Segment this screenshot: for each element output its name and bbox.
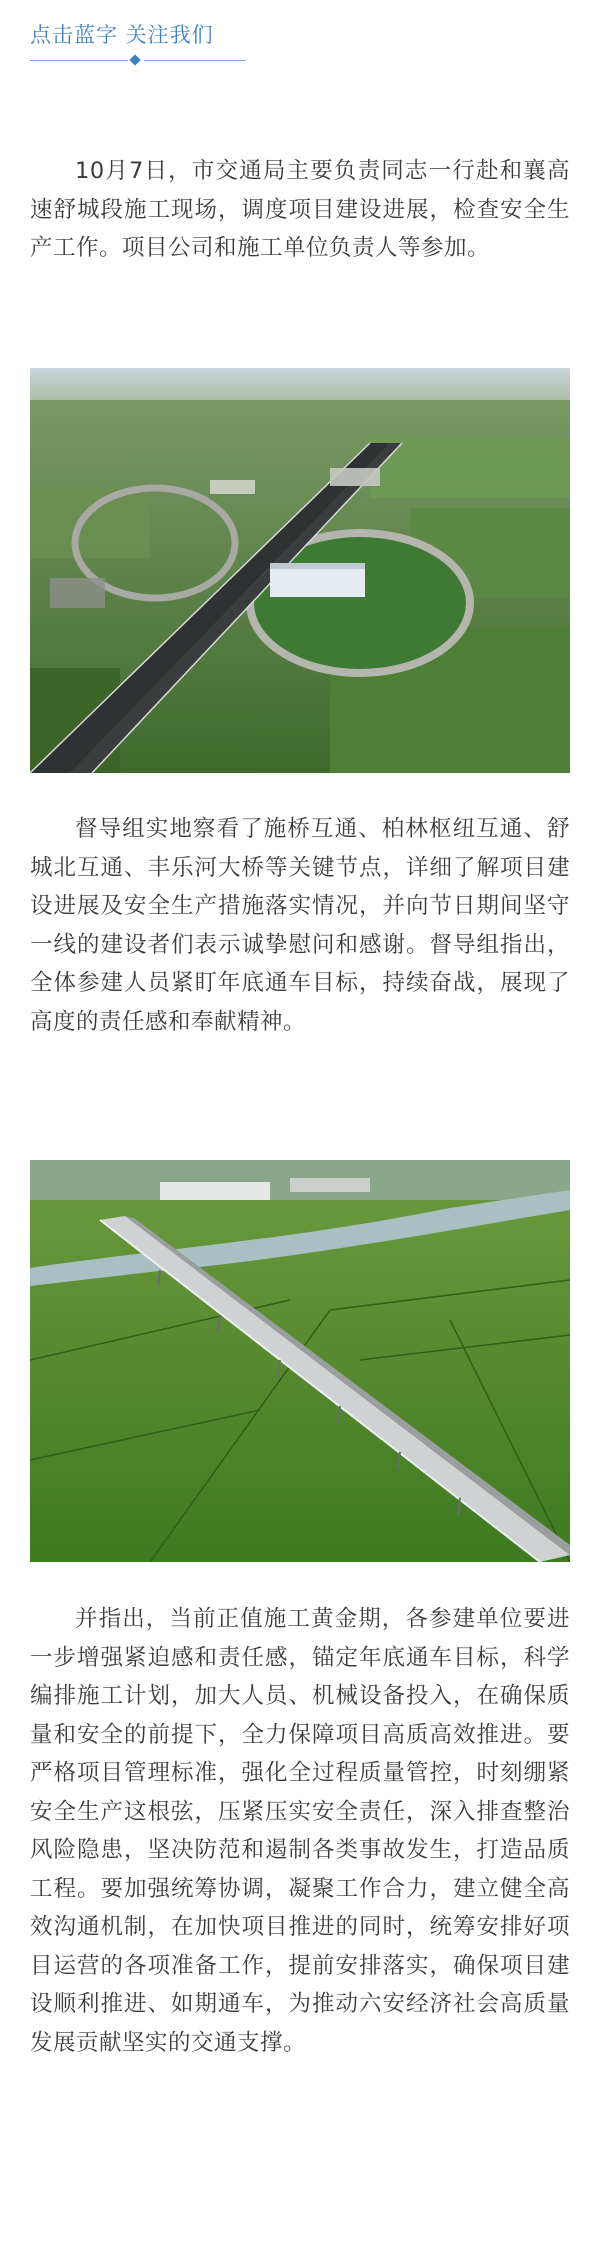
divider-line-left (30, 60, 128, 61)
follow-us-header (30, 20, 246, 66)
article-paragraph-3: 并指出，当前正值施工黄金期，各参建单位要进一步增强紧迫感和责任感，锚定年底通车目标，科学编排施工计划，加大人员、机械设备投入，在确保质量和安全的前提下，全力保障项目高质高效推进。要严格项目管理标准，强化全过程质量管控，时刻绷紧安全生产这根弦，压紧压实安全责任，深入排查整治风险隐患，坚决防范和遏制各类事故发生，打造品质工程。要加强统筹协调，凝聚工作合力，建立健全高效沟通机制，在加快项目推进的同时，统筹安排好项目运营的各项准备工作，提前安排落实，确保项目建设顺利推进、如期通车，为推动六安经济社会高质量发展贡献坚实的交通支撑。 (30, 1606, 570, 2056)
interchange-aerial-photo (30, 368, 570, 773)
article-paragraph-1: 10月7日，市交通局主要负责同志一行赴和襄高速舒城段施工现场，调度项目建设进展，检查安全生产工作。项目公司和施工单位负责人等参加。 (30, 158, 570, 261)
article-paragraph-2: 督导组实地察看了施桥互通、柏林枢纽互通、舒城北互通、丰乐河大桥等关键节点，详细了解项目建设进展及安全生产措施落实情况，并向节日期间坚守一线的建设者们表示诚挚慰问和感谢。督导组指出，全体参建人员紧盯年底通车目标，持续奋战，展现了高度的责任感和奉献精神。 (30, 816, 570, 1035)
interchange-photo-graphic (30, 368, 570, 773)
divider-line-right (144, 60, 246, 61)
follow-divider (30, 56, 246, 66)
bridge-photo-graphic (30, 1160, 570, 1562)
diamond-icon (129, 54, 140, 65)
follow-prompt: 点击蓝字 关注我们 (30, 23, 214, 47)
bridge-aerial-photo (30, 1160, 570, 1562)
